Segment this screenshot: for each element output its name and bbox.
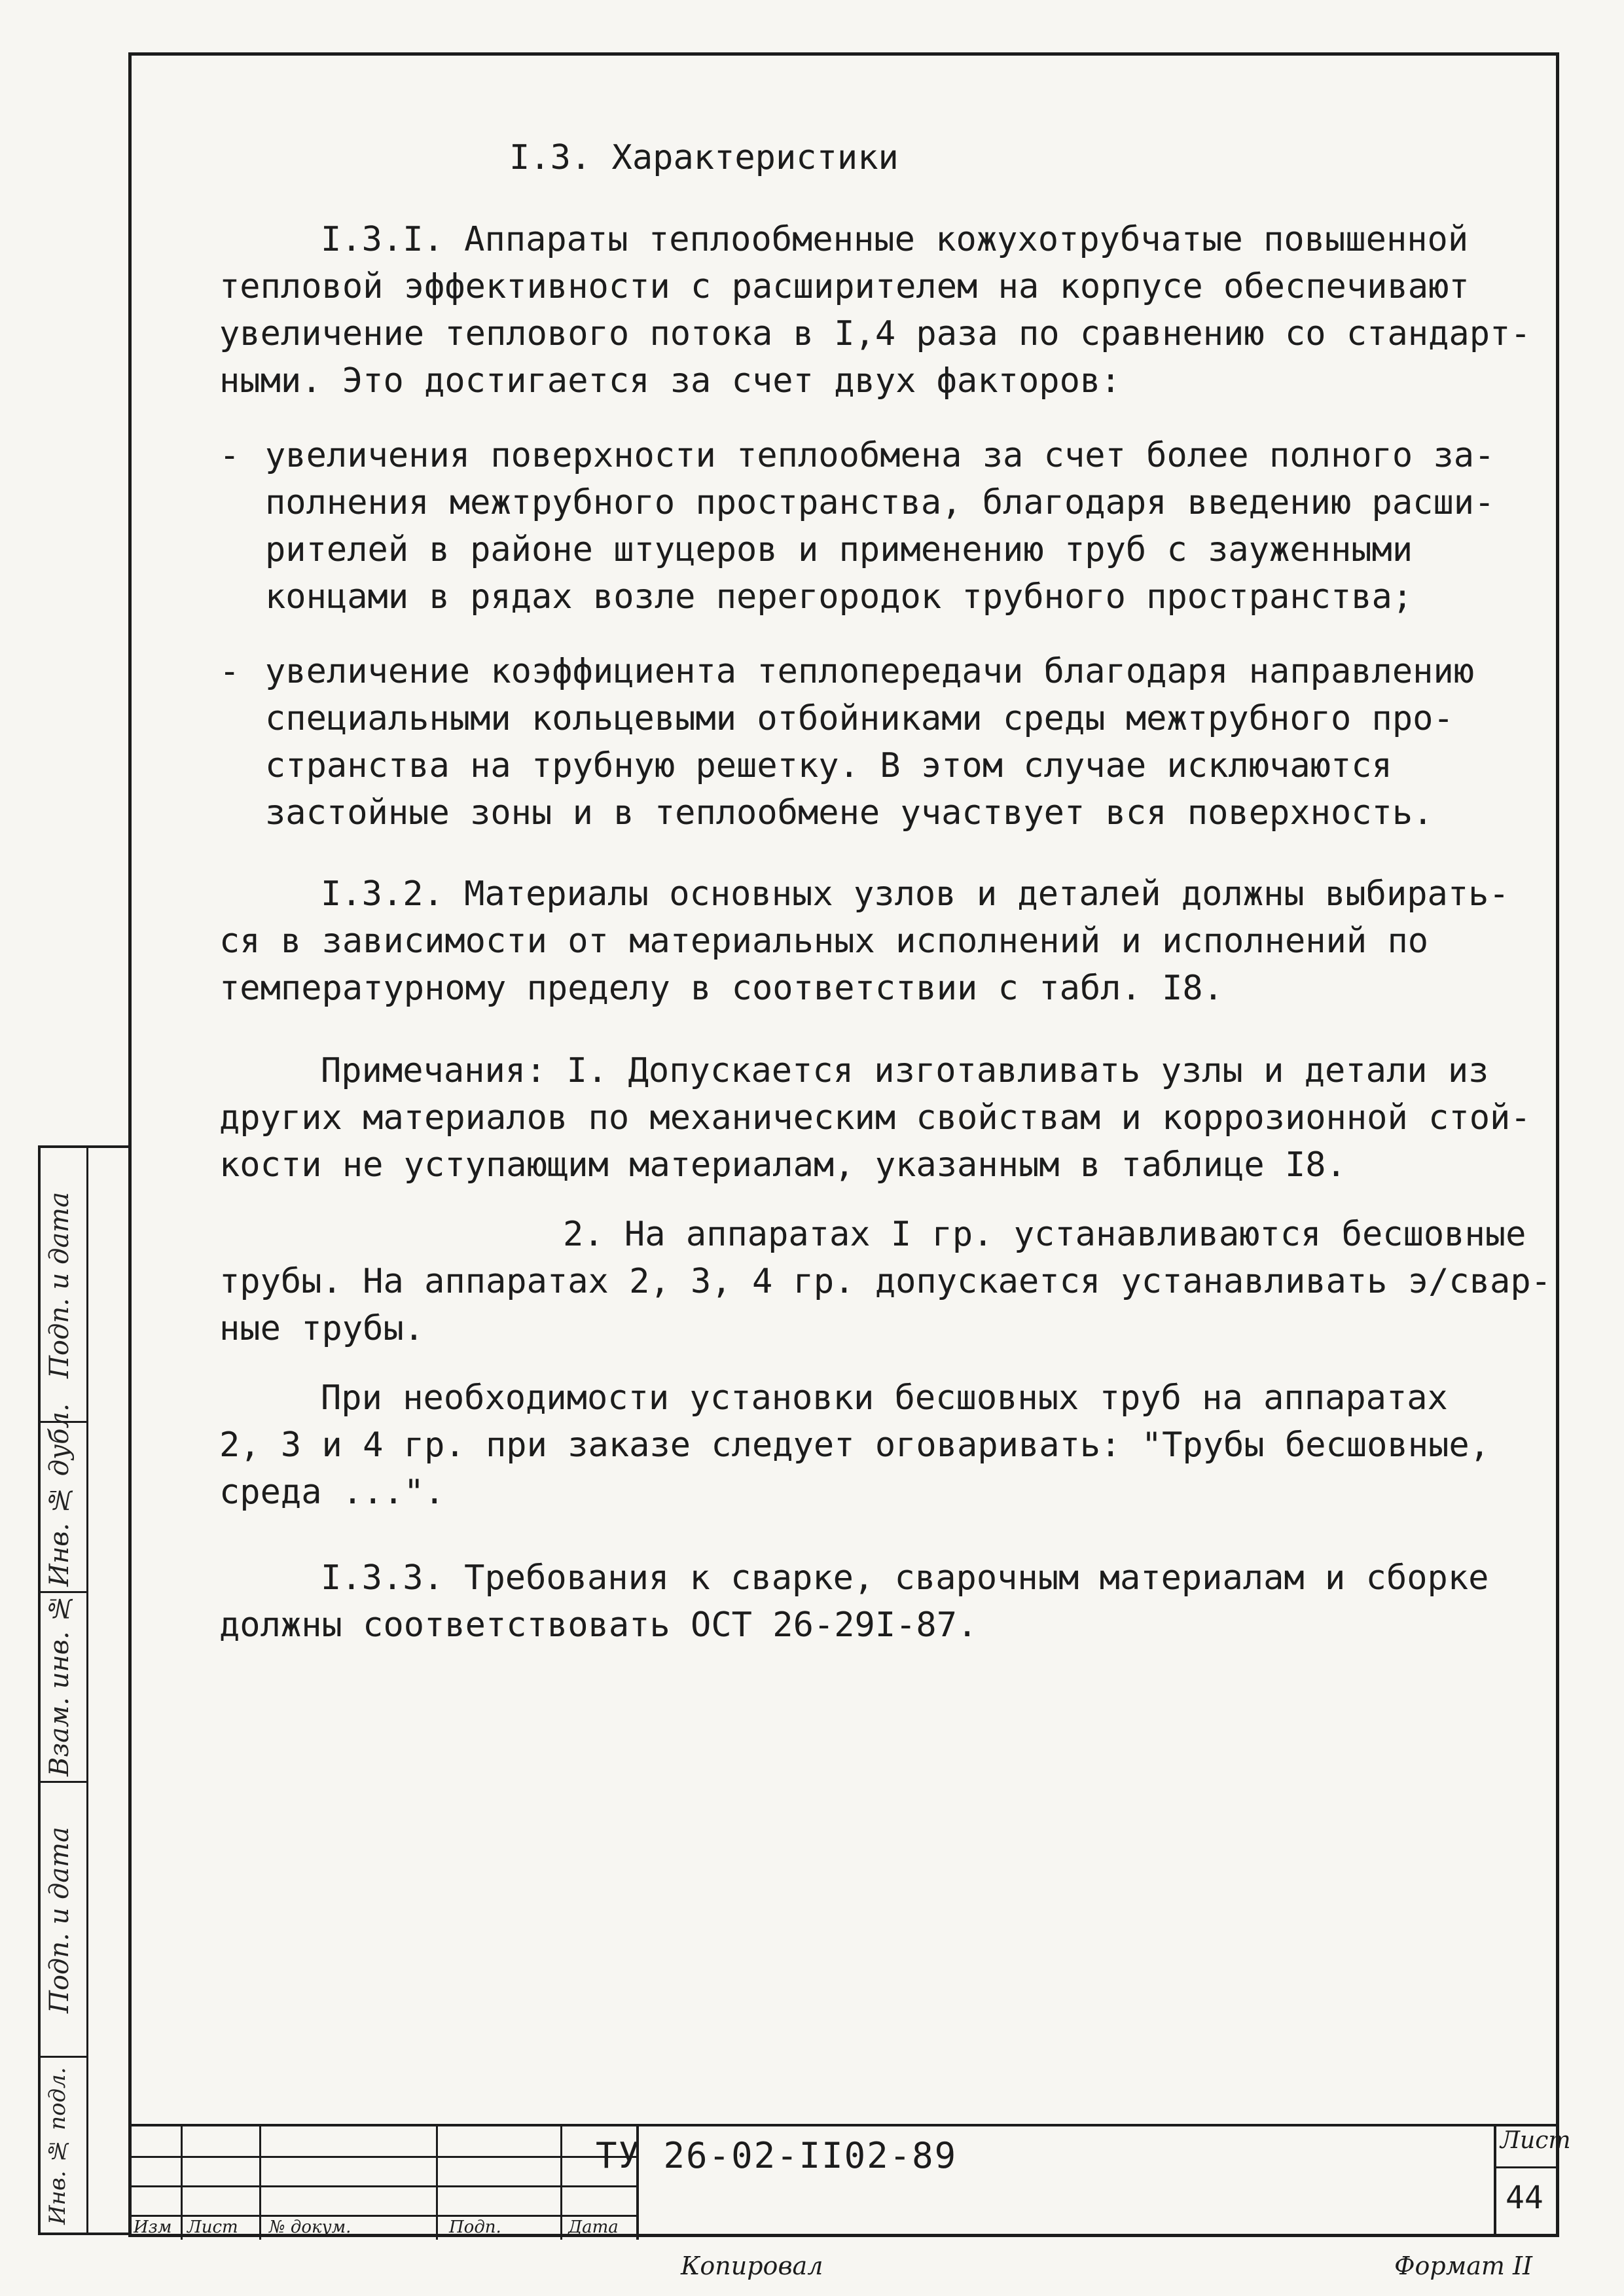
header-date: Дата (568, 2217, 619, 2237)
list-item-2 (265, 648, 1474, 836)
grid-line (128, 2156, 639, 2158)
paragraph-1-3-2 (219, 870, 1522, 1012)
cell-sign-date-1 (41, 1148, 86, 1423)
paragraph-1-3-3 (219, 1554, 1522, 1649)
grid-line (560, 2126, 562, 2240)
text-line: увеличение теплового потока в I,4 раза по сравнению со стандарт- (219, 314, 1531, 353)
paragraph-seamless-pipes (219, 1374, 1522, 1516)
label-sign-date-2: Подп. и дата (45, 1827, 75, 2014)
label-vzam-inv: Взам. инв. № (45, 1592, 75, 1776)
text-line: Примечания: I. Допускается изготавливать узлы и детали из (321, 1051, 1489, 1090)
text-line: 2. На аппаратах I гр. устанавливаются бесшовные (563, 1215, 1526, 1254)
grid-line (436, 2126, 438, 2240)
text-line: I.3.3. Требования к сварке, сварочным материалам и сборке (321, 1558, 1489, 1598)
header-sign: Подп. (449, 2217, 501, 2237)
label-inv-dubl: Инв. № дубл. (45, 1403, 75, 1587)
header-doc-num: № докум. (269, 2217, 352, 2237)
text-line: 2, 3 и 4 гр. при заказе следует оговаривать: "Трубы бесшовные, (219, 1426, 1490, 1465)
text-line: застойные зоны и в теплообмене участвует вся поверхность. (265, 793, 1434, 833)
text-line: кости не уступающим материалам, указанным в таблице I8. (219, 1145, 1346, 1185)
text-line: I.3.2. Материалы основных узлов и деталей должны выбирать- (321, 874, 1509, 914)
cell-vzam-inv (41, 1593, 86, 1783)
format-label: Формат II (1394, 2251, 1533, 2280)
text-line: увеличение коэффициента теплопередачи благодаря направлению (265, 652, 1475, 691)
paragraph-1-3-1 (219, 216, 1531, 404)
copied-by-label: Копировал (681, 2251, 823, 2280)
text-line: ными. Это достигается за счет двух факторов: (219, 361, 1121, 401)
grid-line (181, 2126, 183, 2240)
sheet-divider (1494, 2166, 1559, 2168)
sheet-label: Лист (1500, 2127, 1571, 2154)
text-line: странства на трубную решетку. В этом случае исключаются (265, 746, 1392, 785)
strip-divider (86, 1148, 88, 2233)
cell-inv-dubl (41, 1403, 86, 1593)
text-line: должны соответствовать ОСТ 26-29I-87. (219, 1605, 978, 1645)
grid-line (128, 2185, 639, 2187)
document-code: ТУ 26-02-II02-89 (596, 2135, 958, 2176)
text-line: других материалов по механическим свойствам и коррозионной стой- (219, 1098, 1531, 1138)
note-1 (219, 1047, 1531, 1189)
cell-sign-date-2 (41, 1783, 86, 2058)
label-inv-podl: Инв. № подл. (45, 2067, 71, 2225)
text-line: концами в рядах возле перегородок трубного пространства; (265, 577, 1413, 617)
list-bullet-dash: - (219, 652, 240, 691)
text-line: температурному пределу в соответствии с табл. I8. (219, 969, 1224, 1008)
text-line: увеличения поверхности теплообмена за счет более полного за- (265, 436, 1495, 475)
revision-grid (128, 2126, 639, 2240)
text-line: специальными кольцевыми отбойниками среды межтрубного про- (265, 699, 1454, 738)
text-line: тепловой эффективности с расширителем на корпусе обеспечивают (219, 267, 1470, 306)
section-heading: I.3. Характеристики (509, 138, 899, 177)
label-sign-date-1: Подп. и дата (45, 1192, 75, 1379)
text-line: I.3.I. Аппараты теплообменные кожухотрубчатые повышенной (321, 220, 1469, 259)
cell-inv-podl (41, 2058, 86, 2235)
sheet-number: 44 (1506, 2179, 1543, 2216)
grid-line (128, 2215, 639, 2217)
text-line: трубы. На аппаратах 2, 3, 4 гр. допускается устанавливать э/свар- (219, 1262, 1551, 1301)
note-2 (219, 1211, 1551, 1352)
header-list: Лист (187, 2217, 238, 2237)
text-line: ся в зависимости от материальных исполнений и исполнений по (219, 922, 1429, 961)
header-izm: Изм (134, 2217, 172, 2237)
list-bullet-dash: - (219, 436, 240, 475)
grid-line (259, 2126, 261, 2240)
list-item-1 (265, 432, 1494, 620)
text-line: рителей в районе штуцеров и применению труб с зауженными (265, 530, 1413, 569)
margin-strip (38, 1145, 128, 2235)
text-line: полнения межтрубного пространства, благодаря введению расши- (265, 483, 1495, 522)
text-line: среда ...". (219, 1473, 445, 1512)
text-line: ные трубы. (219, 1309, 425, 1348)
text-line: При необходимости установки бесшовных труб на аппаратах (321, 1378, 1448, 1418)
